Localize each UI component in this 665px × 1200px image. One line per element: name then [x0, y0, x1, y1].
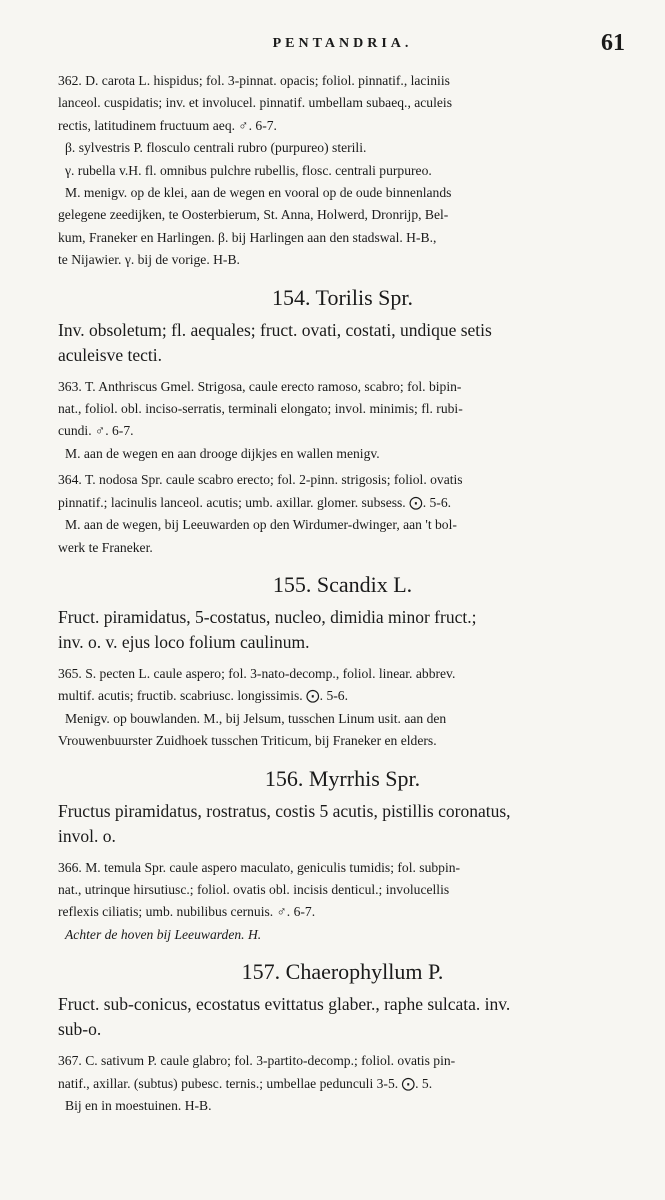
species-entry-366 — [58, 857, 627, 947]
genus-description-157 — [58, 992, 627, 1042]
entry-line: Achter de hoven bij Leeuwarden. H. — [65, 926, 262, 942]
description-line: invol. o. — [58, 825, 116, 846]
entry-line: lanceol. cuspidatis; inv. et involucel. pinnatif. umbellam subaeq., aculeis — [58, 95, 452, 111]
entry-line: 367. C. sativum P. caule glabro; fol. 3-partito-decomp.; foliol. ovatis pin- — [58, 1053, 456, 1069]
entry-line: γ. rubella v.H. fl. omnibus pulchre rubellis, flosc. centrali purpureo. — [65, 162, 432, 178]
entry-line: 364. T. nodosa Spr. caule scabro erecto; fol. 2-pinn. strigosis; foliol. ovatis — [58, 472, 463, 488]
entry-line: 365. S. pecten L. caule aspero; fol. 3-nato-decomp., foliol. linear. abbrev. — [58, 665, 456, 681]
description-line: Inv. obsoletum; fl. aequales; fruct. ovati, costati, undique setis — [58, 319, 492, 340]
entry-line: rectis, latitudinem fructuum aeq. ♂. 6-7. — [58, 117, 277, 133]
description-line: inv. o. v. ejus loco folium caulinum. — [58, 631, 310, 652]
genus-description-156 — [58, 799, 627, 849]
species-entry-367 — [58, 1050, 627, 1117]
description-line: Fruct. piramidatus, 5-costatus, nucleo, dimidia minor fruct.; — [58, 606, 477, 627]
entry-line: nat., utrinque hirsutiusc.; foliol. ovatis obl. incisis denticul.; involucellis — [58, 881, 450, 897]
entry-line: M. menigv. op de klei, aan de wegen en vooral op de oude binnenlands — [65, 185, 452, 201]
entry-line: kum, Franeker en Harlingen. β. bij Harlingen aan den stadswal. H-B., — [58, 229, 437, 245]
entry-line: werk te Franeker. — [58, 539, 153, 555]
species-entry-363 — [58, 376, 627, 466]
entry-line: M. aan de wegen en aan drooge dijkjes en wallen menigv. — [65, 445, 380, 461]
entry-line: Vrouwenbuurster Zuidhoek tusschen Triticum, bij Franeker en elders. — [58, 733, 437, 749]
running-title: PENTANDRIA. — [272, 36, 413, 51]
entry-line: pinnatif.; lacinulis lanceol. acutis; umb. axillar. glomer. subsess. ⨀. 5-6. — [58, 494, 452, 510]
entry-line: cundi. ♂. 6-7. — [58, 423, 134, 439]
species-entry-365 — [58, 663, 627, 753]
entry-line: natif., axillar. (subtus) pubesc. ternis.; umbellae pedunculi 3-5. ⨀. 5. — [58, 1075, 433, 1091]
genus-heading-154: 154. Torilis Spr. — [271, 284, 414, 310]
entry-line: multif. acutis; fructib. scabriusc. longissimis. ⨀. 5-6. — [58, 688, 348, 704]
entry-line: Menigv. op bouwlanden. M., bij Jelsum, tusschen Linum usit. aan den — [65, 710, 447, 726]
genus-heading-157: 157. Chaerophyllum P. — [241, 959, 444, 985]
description-line: Fruct. sub-conicus, ecostatus evittatus glaber., raphe sulcata. inv. — [58, 994, 511, 1015]
genus-heading-156: 156. Myrrhis Spr. — [264, 765, 421, 791]
description-line: sub-o. — [58, 1019, 102, 1040]
entry-line: reflexis ciliatis; umb. nubilibus cernuis. ♂. 6-7. — [58, 904, 316, 920]
entry-line: gelegene zeedijken, te Oosterbierum, St. Anna, Holwerd, Dronrijp, Bel- — [58, 207, 449, 223]
entry-line: nat., foliol. obl. inciso-serratis, terminali elongato; invol. minimis; fl. rubi- — [58, 401, 463, 417]
entry-line: M. aan de wegen, bij Leeuwarden op den Wirdumer-dwinger, aan 't bol- — [65, 517, 457, 533]
running-head — [58, 26, 627, 70]
entry-line: β. sylvestris P. flosculo centrali rubro (purpureo) sterili. — [65, 140, 367, 156]
page-number: 61 — [601, 30, 625, 56]
description-line: Fructus piramidatus, rostratus, costis 5 acutis, pistillis coronatus, — [58, 800, 511, 821]
species-entry-364 — [58, 469, 627, 559]
genus-description-154 — [58, 318, 627, 368]
genus-heading-155: 155. Scandix L. — [272, 571, 413, 597]
entry-line: 366. M. temula Spr. caule aspero maculato, geniculis tumidis; fol. subpin- — [58, 859, 461, 875]
entry-line: 362. D. carota L. hispidus; fol. 3-pinnat. opacis; foliol. pinnatif., laciniis — [58, 73, 450, 88]
description-line: aculeisve tecti. — [58, 344, 162, 365]
entry-line: Bij en in moestuinen. H-B. — [65, 1097, 212, 1113]
species-entry-362 — [58, 70, 627, 272]
entry-line: te Nijawier. γ. bij de vorige. H-B. — [58, 252, 240, 268]
entry-line: 363. T. Anthriscus Gmel. Strigosa, caule erecto ramoso, scabro; fol. bipin- — [58, 378, 462, 394]
genus-description-155 — [58, 605, 627, 655]
